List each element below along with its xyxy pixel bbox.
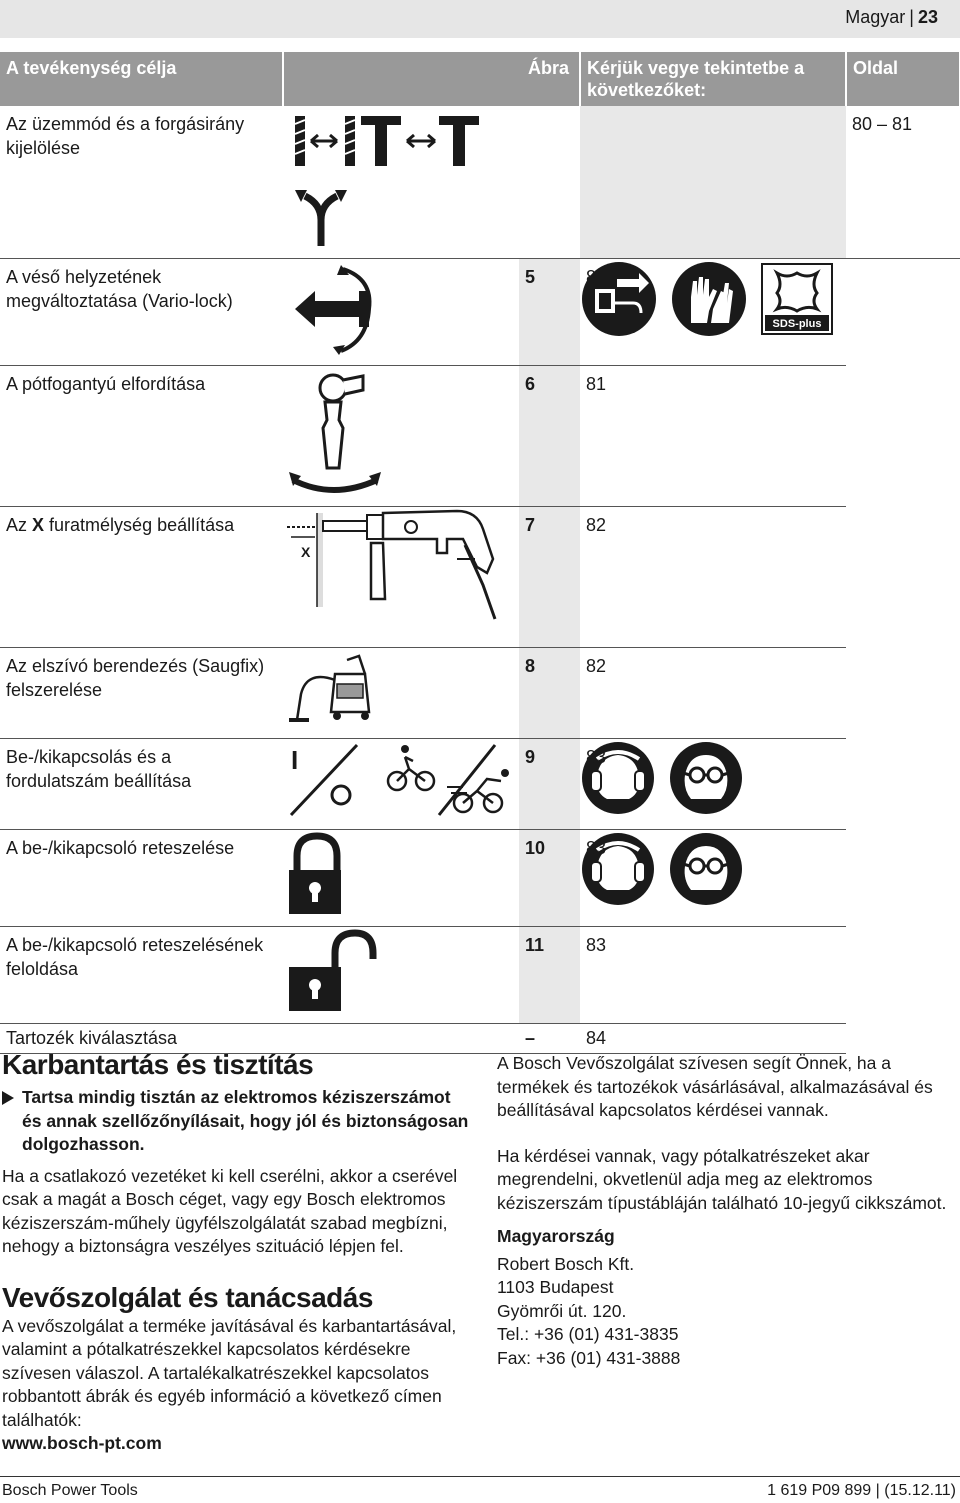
footer-brand: Bosch Power Tools: [2, 1482, 138, 1499]
figure-cell: [283, 739, 519, 830]
figure-number: 10: [525, 838, 546, 858]
purpose-cell: Az üzemmód és a forgásirány kijelölése: [0, 106, 283, 259]
purpose-cell: Be-/kikapcsolás és a fordulatszám beállítása: [0, 739, 283, 830]
table-row: [0, 648, 960, 739]
activity-table: [0, 52, 960, 1054]
figure-number: 9: [525, 747, 536, 767]
page-cell: 82: [580, 507, 846, 648]
page-header: [0, 0, 960, 38]
notes-cell: [580, 106, 846, 259]
fax-line: Fax: +36 (01) 431-3888: [497, 1347, 681, 1368]
lock-closed-icon: [287, 832, 347, 918]
figure-number: 6: [525, 374, 536, 394]
figure-number: 8: [525, 656, 536, 676]
table-row: [0, 259, 960, 366]
figure-number: 7: [525, 515, 536, 535]
notes-cell: [519, 830, 580, 927]
page-cell: 80 – 81: [846, 106, 960, 259]
figure-cell: [283, 927, 519, 1024]
figure-number: 11: [525, 935, 545, 955]
address-line: Gyömrői út. 120.: [497, 1300, 627, 1321]
col-purpose: A tevékenység célja: [0, 52, 283, 106]
purpose-suffix: furatmélység beállítása: [44, 515, 235, 535]
sds-plus-icon: [761, 263, 833, 335]
purpose-cell: A véső helyzetének megváltoztatása (Vario-lock): [0, 259, 283, 366]
figure-cell: [283, 648, 519, 739]
x-label: X: [301, 544, 311, 560]
maintenance-bullet: [2, 1086, 470, 1157]
notes-cell: [519, 927, 580, 1024]
table-row: [0, 106, 960, 259]
figure-cell: [283, 366, 519, 507]
page-cell: 82: [580, 648, 846, 739]
page-number: 23: [917, 7, 938, 27]
purpose-cell: A be-/kikapcsoló reteszelésének feloldása: [0, 927, 283, 1024]
goggles-icon: [669, 832, 743, 906]
vacuum-icon: [287, 650, 387, 730]
table-row: [0, 507, 960, 648]
header-label: [845, 7, 938, 28]
right-paragraph-2: Ha kérdései vannak, vagy pótalkatrészeket akar megrendelni, okvetlenül adja meg az elektromos kéziszerszám típustábláján található 10-jegyű cikkszámot.: [497, 1145, 947, 1213]
figure-cell: [283, 106, 580, 259]
purpose-cell: Az elszívó berendezés (Saugfix) felszerelése: [0, 648, 283, 739]
phone-line: Tel.: +36 (01) 431-3835: [497, 1324, 679, 1344]
country-heading: Magyarország: [497, 1226, 615, 1246]
purpose-cell: [0, 507, 283, 648]
service-title: Vevőszolgálat és tanácsadás: [2, 1281, 373, 1313]
notes-cell: [519, 648, 580, 739]
page-cell: 84: [580, 1024, 846, 1054]
goggles-icon: [669, 741, 743, 815]
col-figure: Ábra: [283, 52, 580, 106]
figure-cell: [283, 259, 519, 366]
lock-open-icon: [287, 929, 387, 1015]
notes-cell: [519, 366, 580, 507]
purpose-cell: A pótfogantyú elfordítása: [0, 366, 283, 507]
bullet-triangle-icon: [2, 1086, 14, 1157]
header-separator: |: [909, 7, 914, 27]
col-page: Oldal: [846, 52, 960, 106]
mode-rotation-icon: [287, 108, 487, 250]
notes-cell: [519, 1024, 580, 1054]
table-row: [0, 927, 960, 1024]
maintenance-bullet-text: Tartsa mindig tisztán az elektromos kéziszerszámot és annak szellőzőnyílásait, hogy jól és biztonságosan dolgozhasson.: [22, 1087, 469, 1154]
figure-cell: [283, 830, 519, 927]
figure-number: 5: [525, 267, 536, 287]
purpose-cell: A be-/kikapcsoló reteszelése: [0, 830, 283, 927]
notes-cell: [519, 507, 580, 648]
page-cell: 83: [580, 739, 846, 830]
figure-cell: [283, 507, 519, 648]
switch-speed-icon: [287, 741, 513, 821]
aux-handle-icon: [287, 368, 387, 498]
page-cell: 83: [580, 927, 846, 1024]
drill-depth-icon: [287, 509, 513, 639]
right-paragraph-1: A Bosch Vevőszolgálat szívesen segít Önnek, ha a termékek és tartozékok vásárlásával, alkalmazásával és beállításával kapcsolatos kérdései vannak.: [497, 1053, 933, 1120]
page-cell: 81: [580, 366, 846, 507]
figure-number: –: [525, 1028, 536, 1048]
page-footer: [0, 1476, 960, 1503]
col-notes: Kérjük vegye tekintetbe a következőket:: [580, 52, 846, 106]
page-cell: 83: [580, 830, 846, 927]
table-header-row: [0, 52, 960, 106]
purpose-bold: X: [32, 515, 45, 535]
gloves-icon: [671, 261, 747, 337]
sds-label: SDS-plus: [772, 318, 822, 330]
maintenance-title: Karbantartás és tisztítás: [2, 1049, 314, 1080]
left-column: [2, 1048, 470, 1456]
on-symbol: I: [291, 745, 299, 775]
vario-lock-icon: [287, 261, 387, 357]
service-paragraph: A vevőszolgálat a terméke javításával és karbantartásával, valamint a pótalkatrészekkel kapcsolatos kérdésekre szívesen válaszol. A tartalékalkatrészekkel kapcsolatos robbantott ábrák és egyéb információ a következő címen találhatók:: [2, 1315, 457, 1430]
footer-doc-number: 1 619 P09 899 | (15.12.11): [767, 1482, 956, 1499]
maintenance-paragraph: Ha a csatlakozó vezetéket ki kell cserélni, akkor a cserével csak a magát a Bosch céget, vagy egy Bosch elektromos kéziszerszám-műhely ügyfélszolgálatát szabad megbízni, nehogy a biztonságra veszélyes szituáció lépjen fel.: [2, 1165, 458, 1256]
purpose-cell: Tartozék kiválasztása: [0, 1024, 283, 1054]
purpose-prefix: Az: [6, 515, 33, 535]
language-label: Magyar: [845, 7, 906, 27]
page-cell: 81: [580, 259, 846, 366]
table-row: [0, 830, 960, 927]
address-line: Robert Bosch Kft.: [497, 1253, 635, 1274]
table-row: [0, 739, 960, 830]
notes-cell: [519, 739, 580, 830]
right-column: [497, 1052, 957, 1370]
table-row: [0, 366, 960, 507]
address-line: 1103 Budapest: [497, 1277, 614, 1297]
service-url-link[interactable]: www.bosch-pt.com: [2, 1433, 162, 1453]
